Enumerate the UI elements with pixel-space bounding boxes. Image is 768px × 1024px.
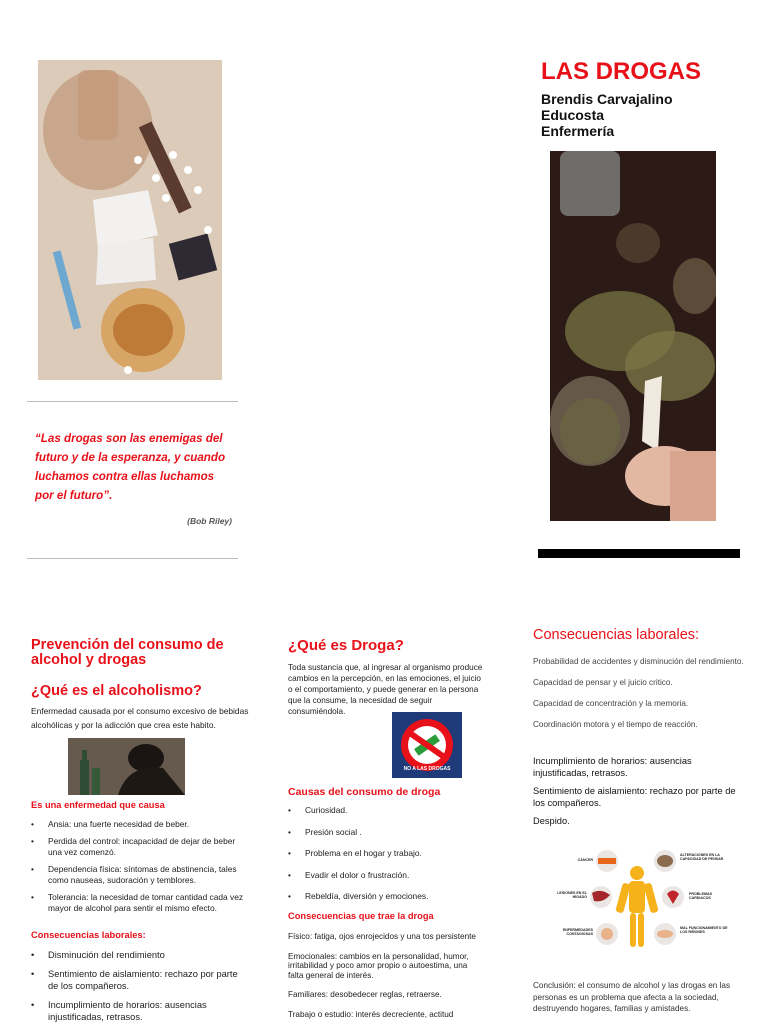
diagram-label-infectious: ENFERMEDADES CONTAGIOSAS <box>562 928 593 936</box>
diagram-label-liver: LESIONES EN EL HÍGADO <box>557 891 587 899</box>
diagram-label-brain: ALTERACIONES EN LA CAPACIDAD DE PENSAR <box>680 853 724 861</box>
labor-item: Incumplimiento de horarios: ausencias injustificadas, retrasos. <box>533 756 692 778</box>
quote-author: (Bob Riley) <box>187 516 232 526</box>
labor-item: Sentimiento de aislamiento: rechazo por parte de los compañeros. <box>533 786 736 808</box>
cover-title: LAS DROGAS <box>541 58 702 85</box>
labor-items-dark <box>533 755 749 827</box>
list-item: • Ansia: una fuerte necesidad de beber. <box>31 819 247 830</box>
list-item: • Tolerancia: la necesidad de tomar cantidad cada vez mayor de alcohol para sentir el mismo efecto. <box>31 892 247 914</box>
list-item: • Presión social . <box>288 827 488 838</box>
labor-items-light <box>533 657 749 730</box>
labor-heading-left: Consecuencias laborales: <box>31 930 146 940</box>
disease-list <box>31 819 247 914</box>
divider-top <box>27 401 238 402</box>
no-drugs-sign <box>392 712 462 778</box>
causes-list <box>288 805 488 902</box>
list-item: • Curiosidad. <box>288 805 488 816</box>
drugs-alcohol-illustration <box>38 60 222 380</box>
labor-item: Capacidad de concentración y la memoria. <box>533 699 689 708</box>
list-item: • Disminución del rendimiento <box>31 949 243 961</box>
diagram-label-cancer: CÁNCER <box>577 858 593 862</box>
list-item: • Perdida del control: incapacidad de dejar de beber una vez comenzó. <box>31 836 247 858</box>
labor-list-left <box>31 949 243 1023</box>
drinking-illustration <box>68 738 185 795</box>
list-item: • Sentimiento de aislamiento: rechazo por parte de los compañeros. <box>31 968 243 992</box>
labor-item: Despido. <box>533 816 570 826</box>
prevention-title: Prevención del consumo de alcohol y drogas <box>31 637 224 668</box>
conclusion-text: Conclusión: el consumo de alcohol y las drogas en las personas es un problema que afecta a la sociedad, destruyendo hogares, familias y amistades. <box>533 981 731 1013</box>
drug-text: Toda sustancia que, al ingresar al organismo produce cambios en la percepción, en las emociones, el juicio o el comportamiento, y puede generar en la persona que la consume, la necesidad de seguir consumiéndola. <box>288 663 483 716</box>
consequence-item: Trabajo o estudio: interés decreciente, actitud <box>288 1009 454 1019</box>
labor-item: Coordinación motora y el tiempo de reacción. <box>533 720 698 729</box>
health-effects-diagram <box>541 833 733 961</box>
list-item: • Problema en el hogar y trabajo. <box>288 848 488 859</box>
cover-author: Brendis Carvajalino <box>541 91 673 107</box>
labor-heading-right: Consecuencias laborales: <box>533 627 700 643</box>
consequence-item: Familiares: desobedecer reglas, retraerse. <box>288 990 442 999</box>
divider-bottom <box>27 558 238 559</box>
cover-program: Enfermería <box>541 123 615 139</box>
causes-heading: Causas del consumo de droga <box>288 786 441 798</box>
list-item: • Dependencia física: síntomas de abstinencia, tales como nauseas, sudoración y temblores. <box>31 864 247 886</box>
consequence-item: Físico: fatiga, ojos enrojecidos y una tos persistente <box>288 932 476 941</box>
diagram-label-kidney: MAL FUNCIONAMIENTO DE LOS RIÑONES <box>680 926 728 934</box>
disease-heading: Es una enfermedad que causa <box>31 800 165 810</box>
alcoholism-heading: ¿Qué es el alcoholismo? <box>31 683 202 699</box>
drugs-alcohol-photo <box>38 60 222 380</box>
black-bar <box>538 549 740 558</box>
labor-item: Capacidad de pensar y el juicio critico. <box>533 678 673 687</box>
list-item: • Rebeldía, diversión y emociones. <box>288 891 488 902</box>
no-drugs-sign-text: NO A LAS DROGAS <box>403 766 451 772</box>
consequences-heading: Consecuencias que trae la droga <box>288 911 434 921</box>
drinking-photo <box>68 738 185 795</box>
quote-text: “Las drogas son las enemigas del futuro y de la esperanza, y cuando luchamos contra ellas luchamos por el futuro”. <box>35 432 226 502</box>
list-item: • Incumplimiento de horarios: ausencias injustificadas, retrasos. <box>31 999 243 1023</box>
list-item: • Evadir el dolor o frustración. <box>288 870 488 881</box>
alcoholism-text: Enfermedad causada por el consumo excesivo de bebidas alcohólicas y por la adicción que crea este habito. <box>31 706 249 730</box>
cannabis-photo <box>550 151 716 521</box>
consequence-item: Emocionales: cambios en la personalidad, humor, irritabilidad y poco amor propio o autoestima, una falta general de interés. <box>288 951 469 980</box>
consequences-list <box>288 932 484 1019</box>
cover-institution: Educosta <box>541 107 605 123</box>
diagram-label-heart: PROBLEMAS CARDIACOS <box>689 892 712 900</box>
labor-item: Probabilidad de accidentes y disminución del rendimiento. <box>533 657 744 666</box>
drug-heading: ¿Qué es Droga? <box>288 637 404 654</box>
cannabis-illustration <box>550 151 716 521</box>
